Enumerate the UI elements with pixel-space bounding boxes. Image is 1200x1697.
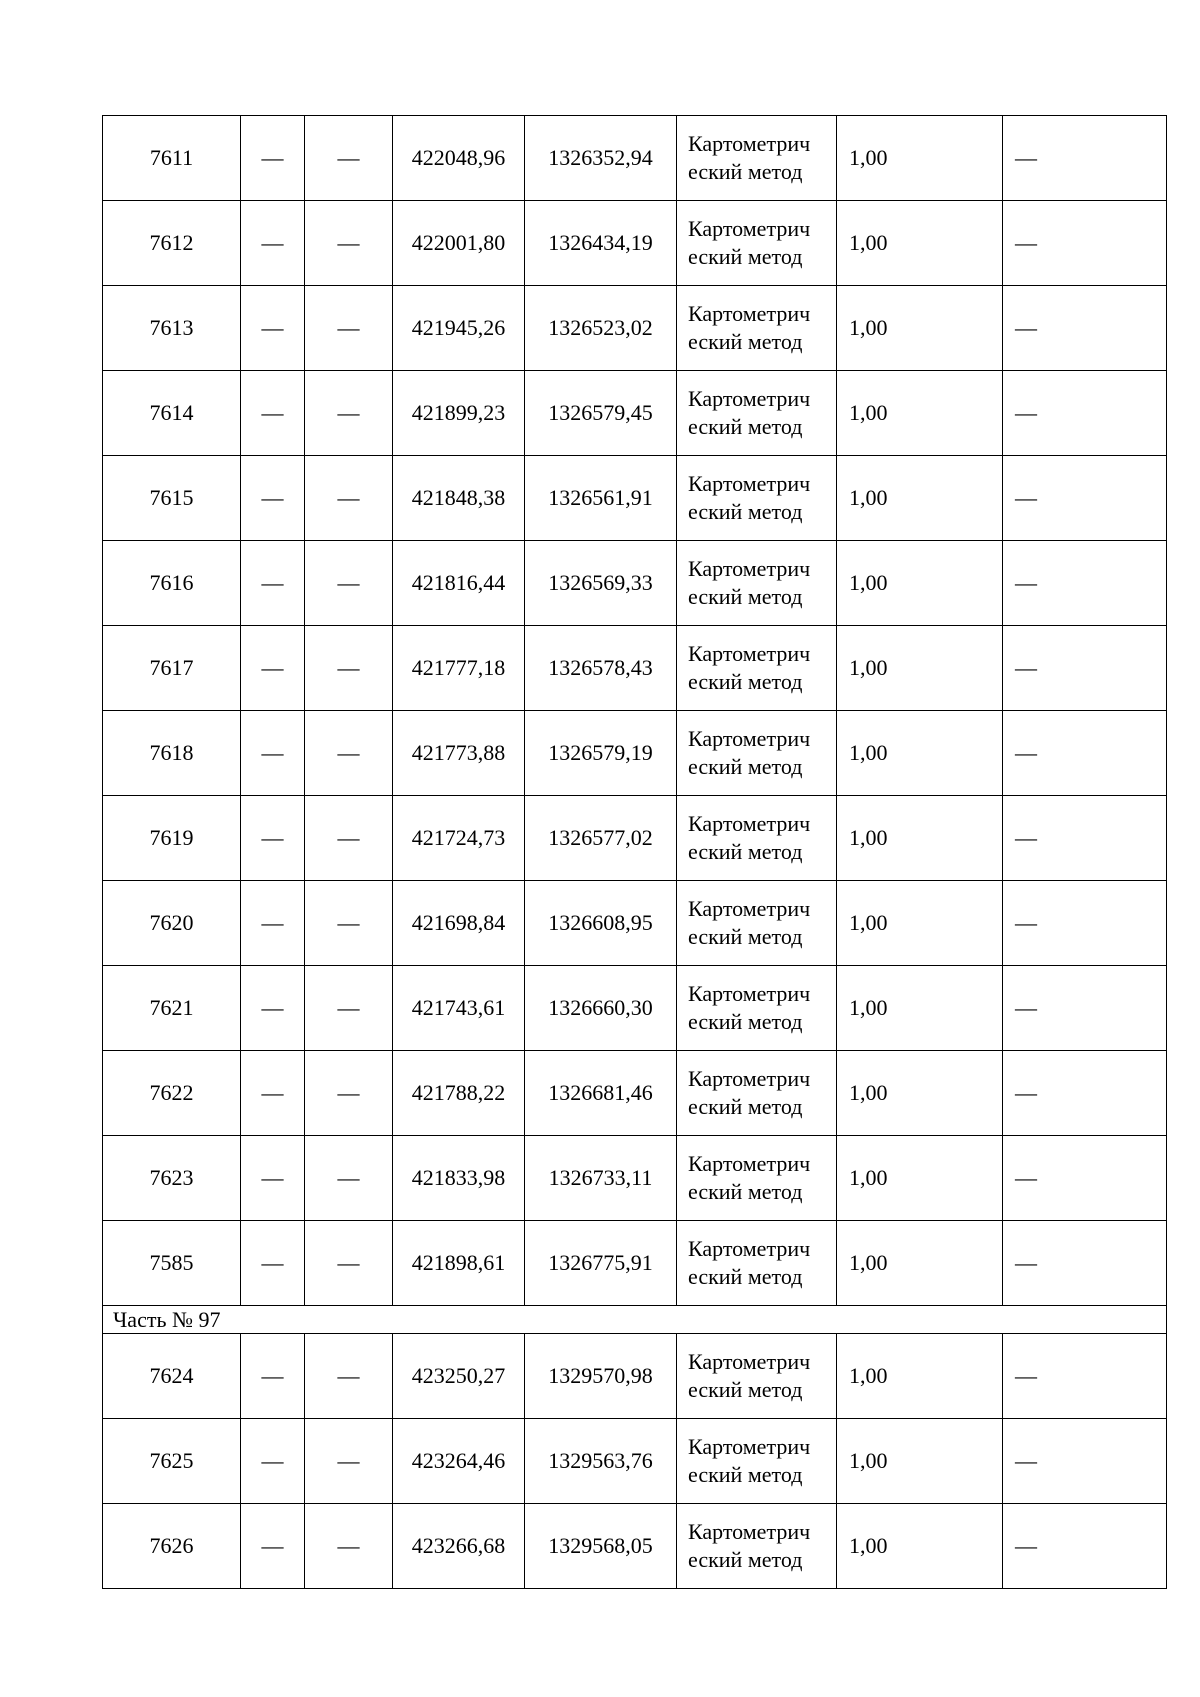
- method-text: Картометрический метод: [688, 301, 811, 354]
- accuracy-cell: 1,00: [837, 116, 1003, 201]
- accuracy-cell: 1,00: [837, 286, 1003, 371]
- x-coordinate-cell: 423266,68: [393, 1504, 525, 1589]
- point-number-cell: 7619: [103, 796, 241, 881]
- method-text: Картометрический метод: [688, 1066, 811, 1119]
- dash-cell: —: [305, 286, 393, 371]
- method-cell: [677, 1419, 837, 1504]
- dash-cell: —: [305, 711, 393, 796]
- y-coordinate-cell: 1326578,43: [525, 626, 677, 711]
- method-text: Картометрический метод: [688, 386, 811, 439]
- table-row: [103, 1051, 1167, 1136]
- accuracy-cell: 1,00: [837, 371, 1003, 456]
- dash-cell: —: [241, 201, 305, 286]
- dash-cell: —: [241, 1136, 305, 1221]
- dash-cell: —: [305, 881, 393, 966]
- dash-cell: —: [305, 626, 393, 711]
- table-row: [103, 286, 1167, 371]
- accuracy-cell: 1,00: [837, 1419, 1003, 1504]
- x-coordinate-cell: 421777,18: [393, 626, 525, 711]
- y-coordinate-cell: 1326660,30: [525, 966, 677, 1051]
- dash-cell: —: [305, 1504, 393, 1589]
- accuracy-cell: 1,00: [837, 1221, 1003, 1306]
- x-coordinate-cell: 421833,98: [393, 1136, 525, 1221]
- method-cell: [677, 541, 837, 626]
- x-coordinate-cell: 421788,22: [393, 1051, 525, 1136]
- accuracy-cell: 1,00: [837, 626, 1003, 711]
- dash-cell: —: [1003, 966, 1167, 1051]
- point-number-cell: 7626: [103, 1504, 241, 1589]
- table-row: [103, 1419, 1167, 1504]
- table-row: [103, 541, 1167, 626]
- method-cell: [677, 711, 837, 796]
- method-cell: [677, 1051, 837, 1136]
- dash-cell: —: [241, 1221, 305, 1306]
- method-text: Картометрический метод: [688, 641, 811, 694]
- x-coordinate-cell: 421724,73: [393, 796, 525, 881]
- dash-cell: —: [1003, 201, 1167, 286]
- y-coordinate-cell: 1326577,02: [525, 796, 677, 881]
- y-coordinate-cell: 1326608,95: [525, 881, 677, 966]
- coordinates-table: [102, 115, 1167, 1589]
- dash-cell: —: [1003, 711, 1167, 796]
- method-text: Картометрический метод: [688, 1349, 811, 1402]
- method-cell: [677, 456, 837, 541]
- table-row: [103, 796, 1167, 881]
- x-coordinate-cell: 421848,38: [393, 456, 525, 541]
- dash-cell: —: [241, 711, 305, 796]
- table-row: [103, 1136, 1167, 1221]
- dash-cell: —: [305, 456, 393, 541]
- y-coordinate-cell: 1326775,91: [525, 1221, 677, 1306]
- y-coordinate-cell: 1329563,76: [525, 1419, 677, 1504]
- x-coordinate-cell: 421816,44: [393, 541, 525, 626]
- x-coordinate-cell: 421898,61: [393, 1221, 525, 1306]
- point-number-cell: 7622: [103, 1051, 241, 1136]
- point-number-cell: 7624: [103, 1334, 241, 1419]
- x-coordinate-cell: 423250,27: [393, 1334, 525, 1419]
- table-row: [103, 626, 1167, 711]
- y-coordinate-cell: 1326561,91: [525, 456, 677, 541]
- method-cell: [677, 966, 837, 1051]
- table-body: [103, 116, 1167, 1589]
- dash-cell: —: [1003, 1136, 1167, 1221]
- table-row: [103, 456, 1167, 541]
- point-number-cell: 7623: [103, 1136, 241, 1221]
- point-number-cell: 7614: [103, 371, 241, 456]
- dash-cell: —: [241, 796, 305, 881]
- dash-cell: —: [305, 371, 393, 456]
- dash-cell: —: [1003, 1221, 1167, 1306]
- accuracy-cell: 1,00: [837, 456, 1003, 541]
- point-number-cell: 7615: [103, 456, 241, 541]
- accuracy-cell: 1,00: [837, 541, 1003, 626]
- x-coordinate-cell: 421773,88: [393, 711, 525, 796]
- dash-cell: —: [305, 1221, 393, 1306]
- y-coordinate-cell: 1326352,94: [525, 116, 677, 201]
- method-text: Картометрический метод: [688, 1151, 811, 1204]
- dash-cell: —: [241, 881, 305, 966]
- dash-cell: —: [241, 286, 305, 371]
- y-coordinate-cell: 1326681,46: [525, 1051, 677, 1136]
- method-text: Картометрический метод: [688, 216, 811, 269]
- method-text: Картометрический метод: [688, 981, 811, 1034]
- x-coordinate-cell: 422048,96: [393, 116, 525, 201]
- x-coordinate-cell: 421899,23: [393, 371, 525, 456]
- table-row: [103, 1221, 1167, 1306]
- dash-cell: —: [1003, 626, 1167, 711]
- method-cell: [677, 1221, 837, 1306]
- dash-cell: —: [305, 201, 393, 286]
- table-row: [103, 1334, 1167, 1419]
- method-text: Картометрический метод: [688, 1434, 811, 1487]
- accuracy-cell: 1,00: [837, 1504, 1003, 1589]
- point-number-cell: 7613: [103, 286, 241, 371]
- dash-cell: —: [305, 116, 393, 201]
- section-header-row: [103, 1306, 1167, 1334]
- dash-cell: —: [1003, 1334, 1167, 1419]
- y-coordinate-cell: 1326434,19: [525, 201, 677, 286]
- y-coordinate-cell: 1326579,19: [525, 711, 677, 796]
- dash-cell: —: [241, 1334, 305, 1419]
- method-text: Картометрический метод: [688, 471, 811, 524]
- accuracy-cell: 1,00: [837, 1136, 1003, 1221]
- accuracy-cell: 1,00: [837, 201, 1003, 286]
- table-row: [103, 201, 1167, 286]
- method-text: Картометрический метод: [688, 1236, 811, 1289]
- table-row: [103, 881, 1167, 966]
- table-row: [103, 116, 1167, 201]
- dash-cell: —: [1003, 541, 1167, 626]
- dash-cell: —: [1003, 1051, 1167, 1136]
- dash-cell: —: [1003, 286, 1167, 371]
- method-cell: [677, 881, 837, 966]
- method-text: Картометрический метод: [688, 556, 811, 609]
- method-cell: [677, 1136, 837, 1221]
- y-coordinate-cell: 1329570,98: [525, 1334, 677, 1419]
- method-text: Картометрический метод: [688, 811, 811, 864]
- point-number-cell: 7620: [103, 881, 241, 966]
- method-cell: [677, 201, 837, 286]
- dash-cell: —: [1003, 456, 1167, 541]
- dash-cell: —: [241, 1419, 305, 1504]
- accuracy-cell: 1,00: [837, 1051, 1003, 1136]
- x-coordinate-cell: 423264,46: [393, 1419, 525, 1504]
- dash-cell: —: [241, 966, 305, 1051]
- table-row: [103, 711, 1167, 796]
- x-coordinate-cell: 421945,26: [393, 286, 525, 371]
- dash-cell: —: [305, 1334, 393, 1419]
- table-row: [103, 1504, 1167, 1589]
- dash-cell: —: [1003, 1419, 1167, 1504]
- dash-cell: —: [241, 1504, 305, 1589]
- point-number-cell: 7621: [103, 966, 241, 1051]
- section-label: Часть № 97: [103, 1306, 1167, 1334]
- dash-cell: —: [305, 1051, 393, 1136]
- dash-cell: —: [241, 1051, 305, 1136]
- dash-cell: —: [1003, 796, 1167, 881]
- method-text: Картометрический метод: [688, 726, 811, 779]
- point-number-cell: 7618: [103, 711, 241, 796]
- accuracy-cell: 1,00: [837, 711, 1003, 796]
- x-coordinate-cell: 421698,84: [393, 881, 525, 966]
- y-coordinate-cell: 1326569,33: [525, 541, 677, 626]
- point-number-cell: 7616: [103, 541, 241, 626]
- dash-cell: —: [241, 456, 305, 541]
- x-coordinate-cell: 422001,80: [393, 201, 525, 286]
- dash-cell: —: [305, 1419, 393, 1504]
- y-coordinate-cell: 1326733,11: [525, 1136, 677, 1221]
- method-cell: [677, 626, 837, 711]
- point-number-cell: 7625: [103, 1419, 241, 1504]
- dash-cell: —: [1003, 1504, 1167, 1589]
- x-coordinate-cell: 421743,61: [393, 966, 525, 1051]
- accuracy-cell: 1,00: [837, 966, 1003, 1051]
- dash-cell: —: [305, 1136, 393, 1221]
- accuracy-cell: 1,00: [837, 1334, 1003, 1419]
- dash-cell: —: [305, 541, 393, 626]
- method-cell: [677, 371, 837, 456]
- dash-cell: —: [305, 966, 393, 1051]
- table-row: [103, 371, 1167, 456]
- method-text: Картометрический метод: [688, 896, 811, 949]
- point-number-cell: 7612: [103, 201, 241, 286]
- method-cell: [677, 796, 837, 881]
- point-number-cell: 7611: [103, 116, 241, 201]
- method-cell: [677, 1504, 837, 1589]
- point-number-cell: 7585: [103, 1221, 241, 1306]
- point-number-cell: 7617: [103, 626, 241, 711]
- dash-cell: —: [241, 116, 305, 201]
- accuracy-cell: 1,00: [837, 796, 1003, 881]
- accuracy-cell: 1,00: [837, 881, 1003, 966]
- dash-cell: —: [1003, 881, 1167, 966]
- method-text: Картометрический метод: [688, 131, 811, 184]
- y-coordinate-cell: 1326579,45: [525, 371, 677, 456]
- method-cell: [677, 286, 837, 371]
- dash-cell: —: [241, 541, 305, 626]
- method-cell: [677, 116, 837, 201]
- y-coordinate-cell: 1329568,05: [525, 1504, 677, 1589]
- method-text: Картометрический метод: [688, 1519, 811, 1572]
- dash-cell: —: [241, 626, 305, 711]
- dash-cell: —: [305, 796, 393, 881]
- dash-cell: —: [1003, 371, 1167, 456]
- y-coordinate-cell: 1326523,02: [525, 286, 677, 371]
- method-cell: [677, 1334, 837, 1419]
- dash-cell: —: [241, 371, 305, 456]
- dash-cell: —: [1003, 116, 1167, 201]
- table-row: [103, 966, 1167, 1051]
